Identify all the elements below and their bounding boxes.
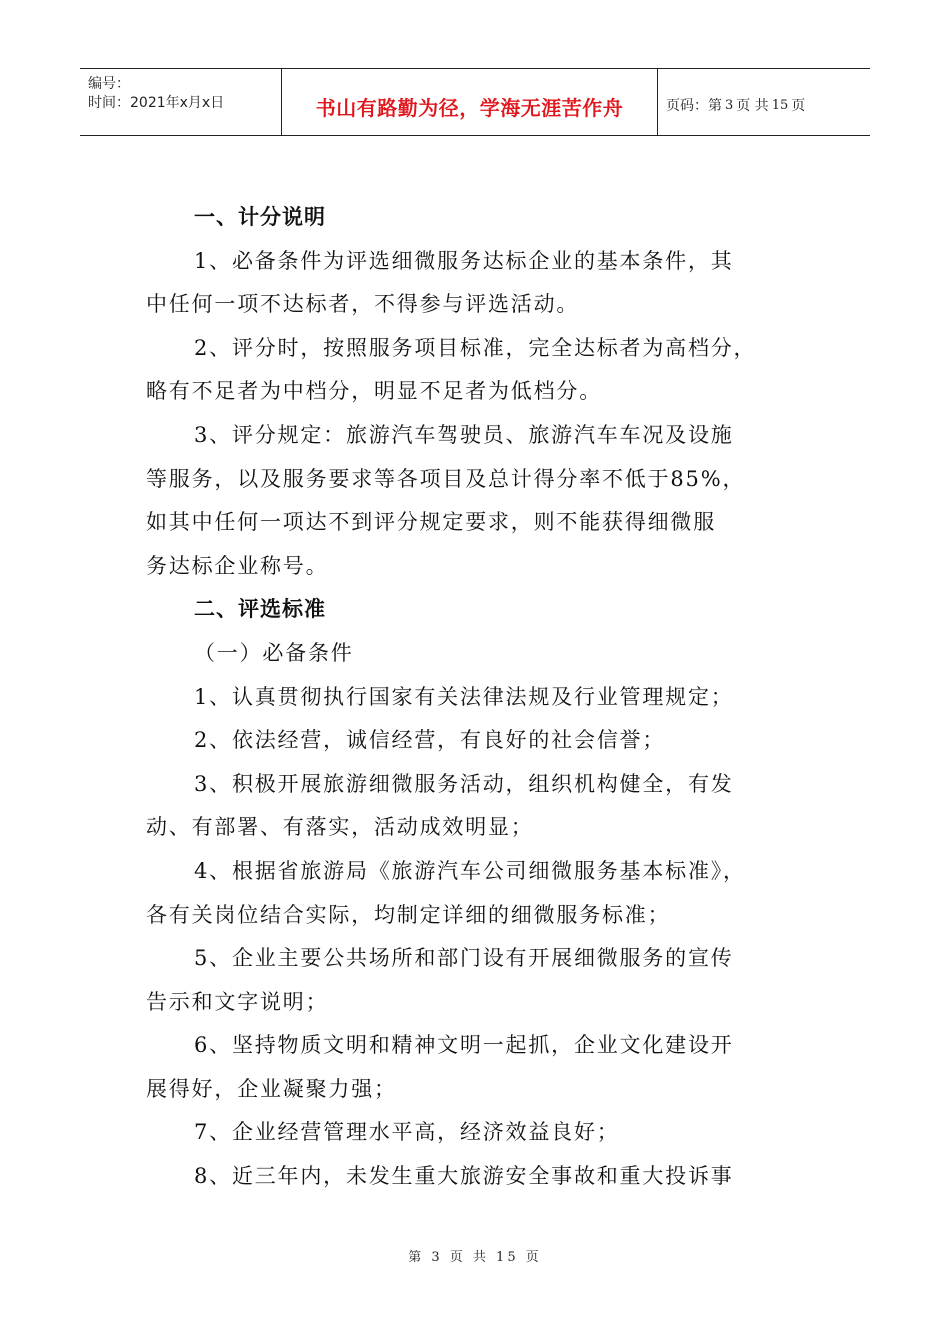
body-text-line: 4、根据省旅游局《旅游汽车公司细微服务基本标准》，	[194, 858, 746, 883]
body-text-line: 1、必备条件为评选细微服务达标企业的基本条件，其	[194, 248, 734, 273]
body-text-line: 8、近三年内，未发生重大旅游安全事故和重大投诉事	[194, 1164, 734, 1189]
body-text-line: 等服务，以及服务要求等各项目及总计得分率不低于85%，	[146, 466, 746, 491]
body-text-line: （一）必备条件	[194, 640, 354, 665]
body-text-line: 2、依法经营，诚信经营，有良好的社会信誉；	[194, 728, 666, 753]
document-body	[146, 196, 810, 1199]
body-text-line: 各有关岗位结合实际，均制定详细的细微服务标准；	[146, 902, 671, 927]
header-meta-cell	[80, 69, 282, 135]
page-current-number: 3	[725, 97, 734, 113]
body-text-line: 1、认真贯彻执行国家有关法律法规及行业管理规定；	[194, 684, 734, 709]
page-total-number: 15	[771, 97, 789, 113]
body-text-line: 展得好，企业凝聚力强；	[146, 1076, 397, 1101]
page-suffix: 页	[791, 98, 806, 114]
body-text-line: 5、企业主要公共场所和部门设有开展细微服务的宣传	[194, 946, 734, 971]
page-footer: 第 3 页 共 15 页	[408, 1250, 542, 1265]
body-text-line: 3、积极开展旅游细微服务活动，组织机构健全，有发	[194, 771, 734, 796]
body-text-line: 略有不足者为中档分，明显不足者为低档分。	[146, 379, 602, 404]
body-text-line: 3、评分规定：旅游汽车驾驶员、旅游汽车车况及设施	[194, 422, 734, 447]
date-line: 时间：2021年x月x日	[88, 95, 225, 111]
body-text-line: 动、有部署、有落实，活动成效明显；	[146, 815, 534, 840]
body-text-line: 务达标企业称号。	[146, 553, 329, 578]
serial-number-label: 编号：	[88, 76, 130, 92]
header-page-cell	[658, 69, 870, 135]
page-header	[80, 68, 870, 136]
page-middle: 页 共	[736, 98, 769, 114]
body-text-line: 7、企业经营管理水平高，经济效益良好；	[194, 1120, 620, 1145]
section-heading: 一、计分说明	[194, 205, 326, 229]
body-text-line: 6、坚持物质文明和精神文明一起抓，企业文化建设开	[194, 1033, 734, 1058]
section-heading: 二、评选标准	[194, 597, 326, 622]
body-text-line: 如其中任何一项达不到评分规定要求，则不能获得细微服	[146, 510, 716, 535]
motto-text: 书山有路勤为径，学海无涯苦作舟	[315, 95, 624, 120]
body-text-line: 中任何一项不达标者，不得参与评选活动。	[146, 292, 580, 317]
body-text-line: 告示和文字说明；	[146, 989, 329, 1014]
body-text-line: 2、评分时，按照服务项目标准，完全达标者为高档分，	[194, 335, 757, 360]
header-motto-cell	[282, 69, 658, 135]
page-prefix: 页码：第	[666, 98, 722, 114]
